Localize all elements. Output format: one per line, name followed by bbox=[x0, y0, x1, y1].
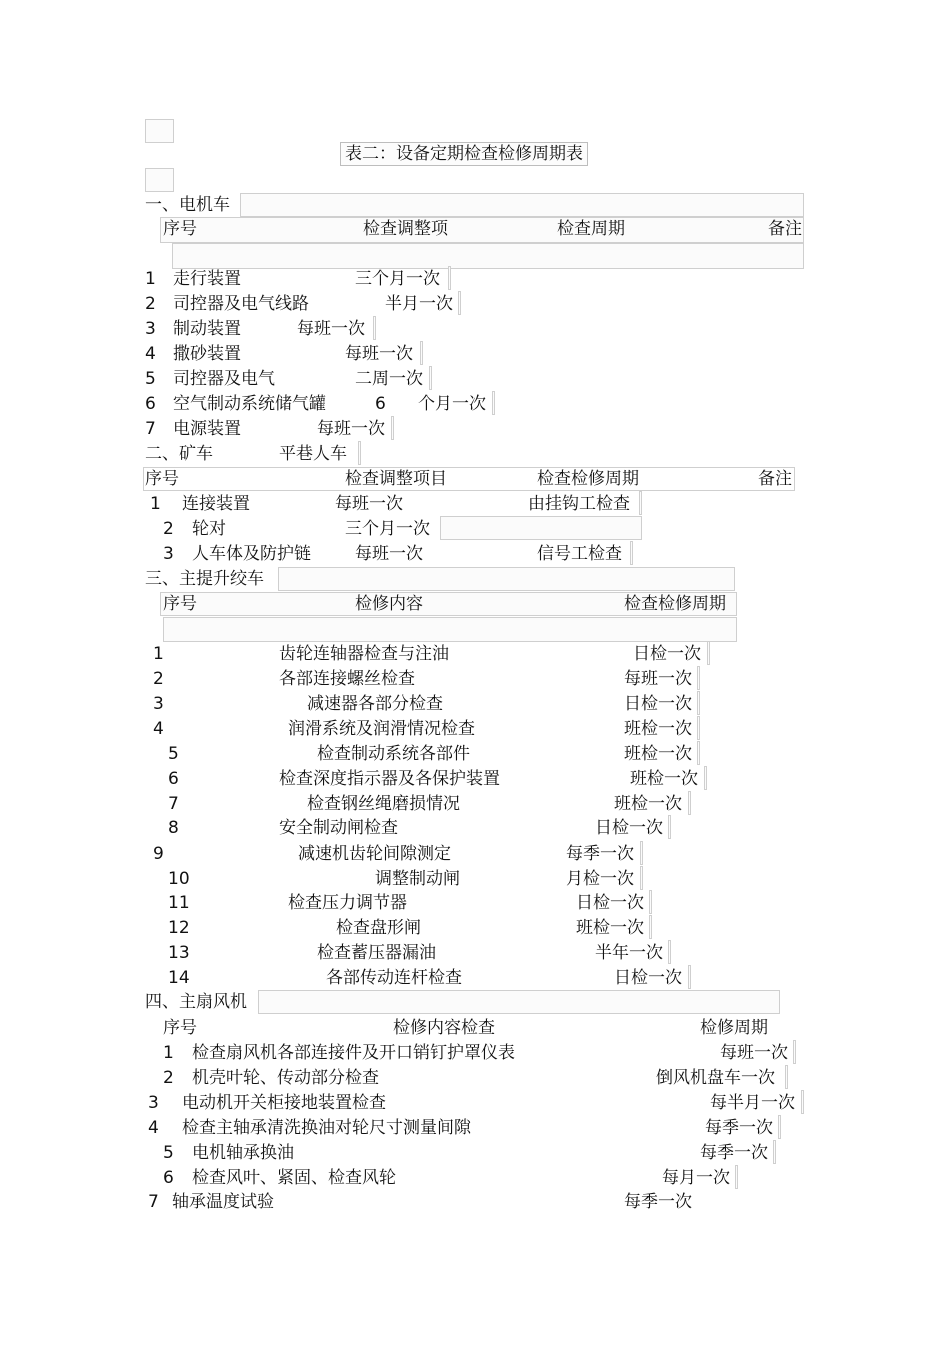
s3-row4-item: 润滑系统及润滑情况检查 bbox=[288, 719, 475, 739]
s3-row13-period: 半年一次 bbox=[595, 943, 663, 963]
section2-header-cell bbox=[143, 467, 795, 491]
s3-row14-item: 各部传动连杆检查 bbox=[326, 968, 462, 988]
section1-header-cell bbox=[160, 217, 804, 243]
cell-border bbox=[793, 1040, 796, 1064]
section2-heading: 二、矿车 bbox=[145, 444, 213, 464]
s4-row3-item: 电动机开关柜接地装置检查 bbox=[182, 1093, 386, 1113]
s2-row1-no: 1 bbox=[150, 494, 161, 514]
s3-row11-period: 日检一次 bbox=[576, 893, 644, 913]
s3-row12-no: 12 bbox=[168, 918, 190, 938]
blank-cell bbox=[145, 119, 174, 143]
cell-border bbox=[697, 716, 700, 740]
s3-row7-item: 检查钢丝绳磨损情况 bbox=[307, 794, 460, 814]
cell-border bbox=[458, 291, 461, 315]
s3-row7-period: 班检一次 bbox=[614, 794, 682, 814]
s1-row6-period: 个月一次 bbox=[418, 394, 486, 414]
s3-row3-period: 日检一次 bbox=[624, 694, 692, 714]
section1-heading-cell bbox=[240, 193, 804, 217]
cell-border bbox=[640, 866, 643, 890]
section3-heading-cell bbox=[278, 567, 735, 591]
s2-row1-item: 连接装置 bbox=[182, 494, 250, 514]
s3-row4-period: 班检一次 bbox=[624, 719, 692, 739]
blank-cell bbox=[172, 243, 804, 269]
s1-row4-no: 4 bbox=[145, 344, 156, 364]
s4-row3-no: 3 bbox=[148, 1093, 159, 1113]
s3-row14-period: 日检一次 bbox=[614, 968, 682, 988]
s1-row6-item: 空气制动系统储气罐 bbox=[173, 394, 326, 414]
s4-row5-no: 5 bbox=[163, 1143, 174, 1163]
s1-row6-no: 6 bbox=[145, 394, 156, 414]
s1-row6-extra: 6 bbox=[375, 394, 386, 414]
s3-row5-period: 班检一次 bbox=[624, 744, 692, 764]
page-title: 表二：设备定期检查检修周期表 bbox=[340, 142, 588, 166]
s2-row2-no: 2 bbox=[163, 519, 174, 539]
s2-row2-item: 轮对 bbox=[192, 519, 226, 539]
s4-row4-no: 4 bbox=[148, 1118, 159, 1138]
cell-border bbox=[704, 766, 707, 790]
s1-row5-item: 司控器及电气 bbox=[173, 369, 275, 389]
s4-row1-period: 每班一次 bbox=[720, 1043, 788, 1063]
cell-border bbox=[448, 266, 451, 290]
section3-header-item: 检修内容 bbox=[355, 594, 423, 614]
s2-row2-note-cell bbox=[440, 516, 642, 540]
s1-row5-period: 二周一次 bbox=[355, 369, 423, 389]
cell-border bbox=[429, 366, 432, 390]
s3-row2-item: 各部连接螺丝检查 bbox=[279, 669, 415, 689]
section1-header-item: 检查调整项 bbox=[363, 219, 448, 239]
cell-border bbox=[391, 416, 394, 440]
cell-border bbox=[697, 691, 700, 715]
cell-border bbox=[785, 1065, 788, 1089]
cell-border bbox=[639, 491, 642, 515]
cell-border bbox=[649, 890, 652, 914]
cell-border bbox=[649, 915, 652, 939]
blank-cell bbox=[145, 168, 174, 192]
s2-row3-no: 3 bbox=[163, 544, 174, 564]
s3-row14-no: 14 bbox=[168, 968, 190, 988]
s1-row1-item: 走行装置 bbox=[173, 269, 241, 289]
s4-row2-period: 倒风机盘车一次 bbox=[656, 1068, 775, 1088]
s1-row2-no: 2 bbox=[145, 294, 156, 314]
section2-header-note: 备注 bbox=[758, 469, 792, 489]
s3-row12-period: 班检一次 bbox=[576, 918, 644, 938]
cell-border bbox=[697, 666, 700, 690]
cell-border bbox=[778, 1115, 781, 1139]
section1-header-note: 备注 bbox=[768, 219, 802, 239]
s3-row8-item: 安全制动闸检查 bbox=[279, 818, 398, 838]
cell-border bbox=[630, 541, 633, 565]
s1-row7-item: 电源装置 bbox=[173, 419, 241, 439]
s3-row11-item: 检查压力调节器 bbox=[288, 893, 407, 913]
section3-header-period: 检查检修周期 bbox=[624, 594, 726, 614]
s3-row5-item: 检查制动系统各部件 bbox=[317, 744, 470, 764]
section4-heading: 四、主扇风机 bbox=[145, 992, 247, 1012]
s1-row3-no: 3 bbox=[145, 319, 156, 339]
s4-row4-period: 每季一次 bbox=[705, 1118, 773, 1138]
blank-cell bbox=[163, 617, 737, 642]
s2-row1-note: 由挂钩工检查 bbox=[528, 494, 630, 514]
cell-border bbox=[420, 341, 423, 365]
s3-row10-no: 10 bbox=[168, 869, 190, 889]
section4-header-period: 检修周期 bbox=[700, 1018, 768, 1038]
section4-header-item: 检修内容检查 bbox=[393, 1018, 495, 1038]
s3-row8-period: 日检一次 bbox=[595, 818, 663, 838]
s4-row7-no: 7 bbox=[148, 1192, 159, 1212]
s4-row4-item: 检查主轴承清洗换油对轮尺寸测量间隙 bbox=[182, 1118, 471, 1138]
s4-row1-no: 1 bbox=[163, 1043, 174, 1063]
s3-row9-period: 每季一次 bbox=[566, 844, 634, 864]
s4-row5-period: 每季一次 bbox=[700, 1143, 768, 1163]
cell-border bbox=[668, 815, 671, 839]
s4-row5-item: 电机轴承换油 bbox=[192, 1143, 294, 1163]
s2-row1-period: 每班一次 bbox=[335, 494, 403, 514]
s4-row3-period: 每半月一次 bbox=[710, 1093, 795, 1113]
s3-row3-item: 减速器各部分检查 bbox=[307, 694, 443, 714]
section4-heading-cell bbox=[258, 990, 780, 1014]
s1-row7-period: 每班一次 bbox=[317, 419, 385, 439]
section2-header-item: 检查调整项目 bbox=[345, 469, 447, 489]
s1-row3-period: 每班一次 bbox=[297, 319, 365, 339]
s3-row10-item: 调整制动闸 bbox=[375, 869, 460, 889]
s3-row9-item: 减速机齿轮间隙测定 bbox=[298, 844, 451, 864]
s4-row6-no: 6 bbox=[163, 1168, 174, 1188]
s3-row2-no: 2 bbox=[153, 669, 164, 689]
s3-row1-no: 1 bbox=[153, 644, 164, 664]
s3-row8-no: 8 bbox=[168, 818, 179, 838]
s3-row6-no: 6 bbox=[168, 769, 179, 789]
cell-border bbox=[492, 391, 495, 415]
cell-border bbox=[688, 965, 691, 989]
cell-border bbox=[668, 940, 671, 964]
s3-row2-period: 每班一次 bbox=[624, 669, 692, 689]
s1-row7-no: 7 bbox=[145, 419, 156, 439]
section2-header-no: 序号 bbox=[145, 469, 179, 489]
s4-row2-item: 机壳叶轮、传动部分检查 bbox=[192, 1068, 379, 1088]
s3-row6-item: 检查深度指示器及各保护装置 bbox=[279, 769, 500, 789]
s1-row1-period: 三个月一次 bbox=[355, 269, 440, 289]
section2-header-period: 检查检修周期 bbox=[537, 469, 639, 489]
s4-row2-no: 2 bbox=[163, 1068, 174, 1088]
s3-row1-period: 日检一次 bbox=[633, 644, 701, 664]
cell-border bbox=[801, 1090, 804, 1114]
s4-row1-item: 检查扇风机各部连接件及开口销钉护罩仪表 bbox=[192, 1043, 515, 1063]
s3-row6-period: 班检一次 bbox=[630, 769, 698, 789]
cell-border bbox=[697, 741, 700, 765]
section3-header-no: 序号 bbox=[163, 594, 197, 614]
section1-header-no: 序号 bbox=[163, 219, 197, 239]
s3-row10-period: 月检一次 bbox=[566, 869, 634, 889]
s3-row4-no: 4 bbox=[153, 719, 164, 739]
s1-row5-no: 5 bbox=[145, 369, 156, 389]
cell-border bbox=[735, 1165, 738, 1189]
s3-row13-no: 13 bbox=[168, 943, 190, 963]
cell-border bbox=[640, 841, 643, 865]
s3-row5-no: 5 bbox=[168, 744, 179, 764]
s3-row9-no: 9 bbox=[153, 844, 164, 864]
cell-border bbox=[707, 641, 710, 665]
s1-row2-item: 司控器及电气线路 bbox=[173, 294, 309, 314]
section1-header-period: 检查周期 bbox=[557, 219, 625, 239]
section3-heading: 三、主提升绞车 bbox=[145, 569, 264, 589]
s3-row7-no: 7 bbox=[168, 794, 179, 814]
s3-row11-no: 11 bbox=[168, 893, 190, 913]
cell-border bbox=[773, 1140, 776, 1164]
s1-row3-item: 制动装置 bbox=[173, 319, 241, 339]
s3-row12-item: 检查盘形闸 bbox=[336, 918, 421, 938]
s3-row1-item: 齿轮连轴器检查与注油 bbox=[279, 644, 449, 664]
s3-row13-item: 检查蓄压器漏油 bbox=[317, 943, 436, 963]
cell-border bbox=[373, 316, 376, 340]
s1-row1-no: 1 bbox=[145, 269, 156, 289]
s2-row3-period: 每班一次 bbox=[355, 544, 423, 564]
section1-heading: 一、电机车 bbox=[145, 195, 230, 215]
s4-row6-period: 每月一次 bbox=[662, 1168, 730, 1188]
section4-header-no: 序号 bbox=[163, 1018, 197, 1038]
s1-row4-item: 撒砂装置 bbox=[173, 344, 241, 364]
cell-border bbox=[688, 791, 691, 815]
s3-row3-no: 3 bbox=[153, 694, 164, 714]
s4-row7-item: 轴承温度试验 bbox=[172, 1192, 274, 1212]
s1-row4-period: 每班一次 bbox=[345, 344, 413, 364]
s2-row3-note: 信号工检查 bbox=[537, 544, 622, 564]
s4-row7-period: 每季一次 bbox=[624, 1192, 692, 1212]
s4-row6-item: 检查风叶、紧固、检查风轮 bbox=[192, 1168, 396, 1188]
s1-row2-period: 半月一次 bbox=[385, 294, 453, 314]
cell-border bbox=[358, 441, 361, 465]
s2-row3-item: 人车体及防护链 bbox=[192, 544, 311, 564]
s2-row2-period: 三个月一次 bbox=[345, 519, 430, 539]
section2-subheading: 平巷人车 bbox=[279, 444, 347, 464]
